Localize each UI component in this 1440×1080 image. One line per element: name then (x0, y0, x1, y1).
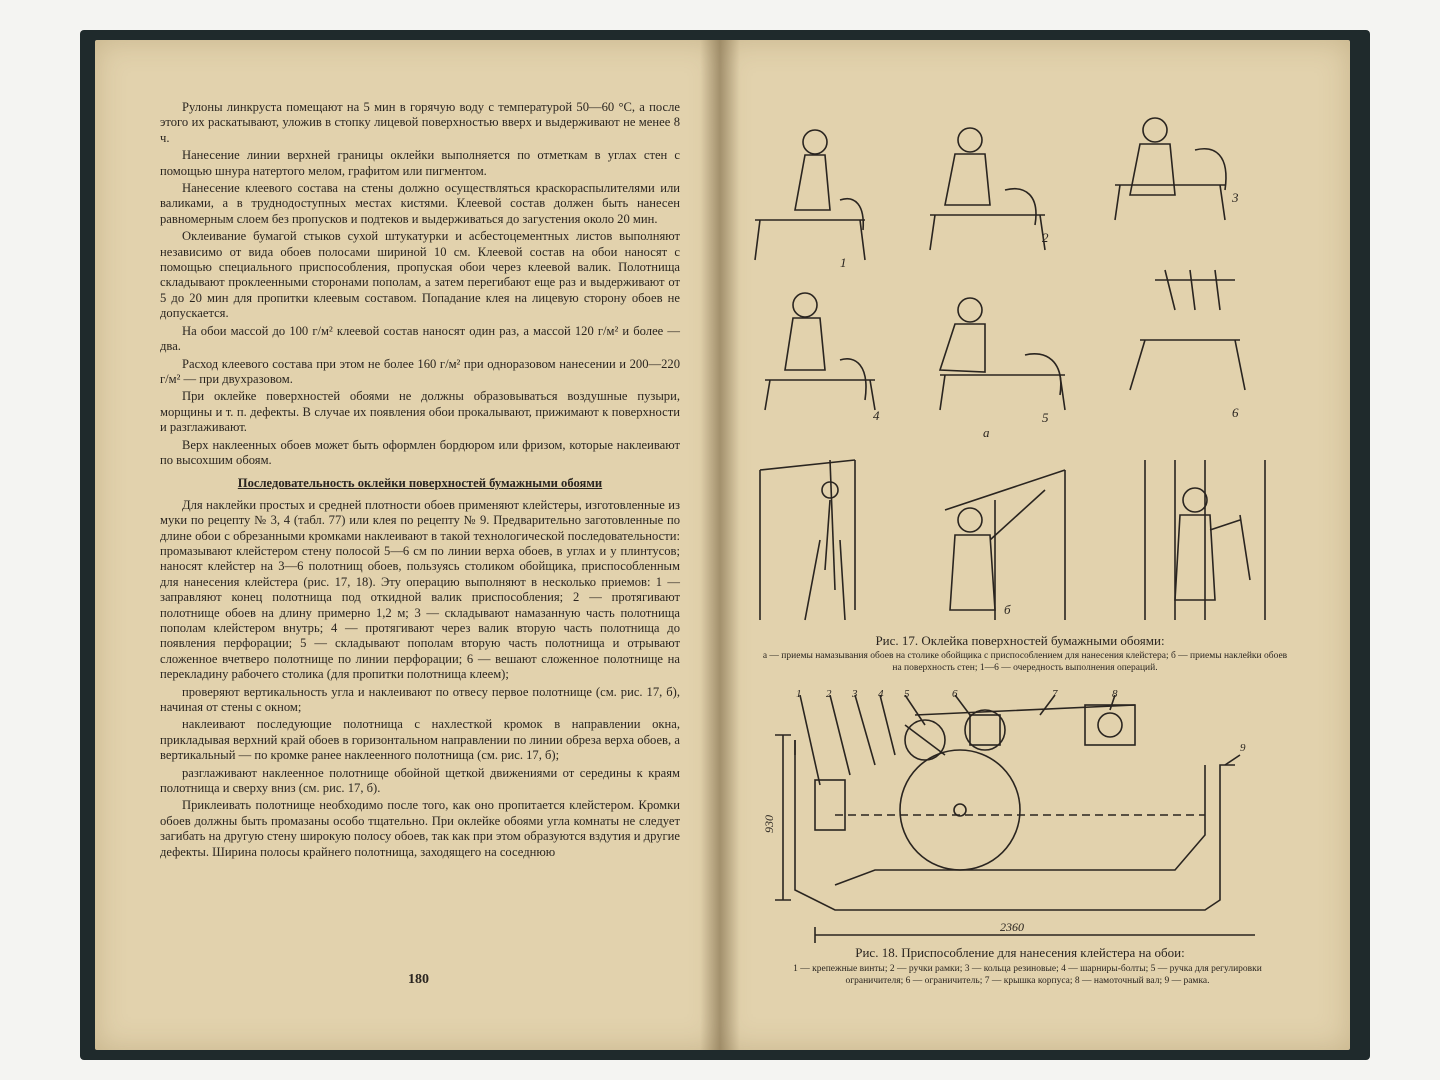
section-heading: Последовательность оклейки поверхностей бумажными обоями (237, 476, 603, 491)
fig18-part-4: 4 (878, 688, 884, 700)
fig18-part-2: 2 (826, 688, 832, 700)
fig18-legend: 1 — крепежные винты; 2 — ручки рамки; 3 — кольца резиновые; 4 — шарниры-болты; 5 — ручка для регулировки ограничителя; 6 — ограничитель; 7 — крышка корпуса; 8 — намоточный вал; 9 — рамка. (793, 964, 1262, 986)
fig18-part-9: 9 (1240, 742, 1246, 754)
paragraph: Оклеивание бумагой стыков сухой штукатурки и асбестоцементных листов выполняют независимо от вида обоев полосами шириной 10 см. Клеевой состав на обои наносят с помощью специального приспособления, пропуская обои через клеевой валик. Полотнища складывают проклеенными сторонами пополам, а затем перегибают еще раз и выдерживают от 5 до 20 мин для пропитки клеевым составом. Попадание клея на лицевую сторону обоев не допускается. (160, 229, 680, 321)
fig18-part-1: 1 (796, 688, 802, 700)
paragraph: Для наклейки простых и средней плотности обоев применяют клейстеры, изготовленные из муки по рецепту № 3, 4 (табл. 77) или клея по рецепту № 9. Предварительно заготовленные по длине обои с обрезанными кромками наклеивают в такой технологической последовательности: промазывают клейстером стену полосой 5—6 см по линии верха обоев, в углах и у плинтусов; наносят клейстер на 3—6 полотнищ обоев, пользуясь столиком обойщика, приспособленным для нанесения клейстера (рис. 17, 18). Эту операцию выполняют в несколько приемов: 1 — заправляют конец полотнища под откидной валик приспособления; 2 — протягивают полотнище обоев на длину примерно 1,2 м; 3 — складывают намазанную часть полотнища пополам клейстером внутрь; 4 — протягивают через валик вторую часть полотнища до появления перфорации; 5 — складывают пополам вторую часть полотнища и отрывают сложенное вчетверо полотнище по линии перфорации; 6 — вешают сложенное полотнище на перекладину рабочего столика (для пропитки полотнища клеем); (160, 497, 680, 682)
fig17-label-a: а (983, 425, 990, 440)
paragraph: Приклеивать полотнище необходимо после того, как оно пропитается клейстером. Кромки обоев должны быть промазаны особо тщательно. При оклейке обоями угла комнаты не следует загибать на другую стену широкую полосу обоев, так как при этом образуются вздутия и другие дефекты. Ширина полосы крайнего полотнища, заходящего на соседнюю (160, 798, 680, 859)
fig18-part-5: 5 (904, 688, 910, 700)
fig18-dim-height: 930 (762, 815, 776, 833)
fig17-label-b: б (1004, 602, 1011, 617)
paragraph: Нанесение клеевого состава на стены должно осуществляться краскораспылителями или валиками, а в труднодоступных местах кистями. Клеевой состав должен быть нанесен равномерным слоем без пропусков и подтеков и выдерживаться до загустения около 20 мин. (160, 181, 680, 226)
paragraph: разглаживают наклеенное полотнище обойной щеткой движениями от середины к краям полотнища и сверху вниз (см. рис. 17, б). (160, 765, 680, 796)
paragraph: Нанесение линии верхней границы оклейки выполняется по отметкам в углах стен с помощью шнура натертого мелом, графитом или пигментом. (160, 148, 680, 178)
paragraph: проверяют вертикальность угла и наклеивают по отвесу первое полотнище (см. рис. 17, б), начиная от стены с окном; (160, 684, 680, 715)
fig18-part-7: 7 (1052, 688, 1058, 700)
paragraph: Верх наклеенных обоев может быть оформлен бордюром или фризом, которые наклеивают по высохшим обоям. (160, 437, 680, 467)
fig18-part-8: 8 (1112, 688, 1118, 700)
fig18-dim-width: 2360 (1000, 920, 1024, 934)
fig17-legend: а — приемы намазывания обоев на столике обойщика с приспособлением для нанесения клейстера; б — приемы наклейки обоев на поверхность стен; 1—6 — очередность выполнения операций. (762, 651, 1288, 673)
fig17-label-1: 1 (840, 255, 847, 270)
paragraph: Расход клеевого состава при этом не более 160 г/м² при одноразовом нанесении и 200—220 г/м² — при двухразовом. (160, 356, 680, 386)
figure-18-device (775, 695, 1255, 945)
fig17-caption: Рис. 17. Оклейка поверхностей бумажными обоями: (875, 633, 1165, 648)
fig17-label-5: 5 (1042, 410, 1049, 425)
fig17-label-3: 3 (1232, 190, 1239, 205)
paragraph: При оклейке поверхностей обоями не должны образовываться воздушные пузыри, морщины и т. п. дефекты. В случае их появления обои прокалывают, прижимают к поверхности и разглаживают. (160, 389, 680, 435)
paragraph: наклеивают последующие полотнища с нахлесткой кромок в направлении окна, прикладывая верхний край обоев в горизонтальном направлении по линии обреза верха обоев, а вертикальный — по кромке ранее наклеенного полотнища (см. рис. 17, б); (160, 717, 680, 763)
fig17-label-2: 2 (1042, 230, 1049, 245)
fig18-part-6: 6 (952, 688, 958, 700)
page-number: 180 (408, 972, 429, 987)
fig18-caption: Рис. 18. Приспособление для нанесения клейстера на обои: (855, 945, 1185, 960)
paragraph: На обои массой до 100 г/м² клеевой состав наносят один раз, а массой 120 г/м² и более — два. (160, 323, 680, 354)
book-gutter (700, 40, 740, 1050)
fig17-label-4: 4 (873, 408, 880, 423)
figure-17-illustration (745, 110, 1285, 630)
left-text-column (160, 100, 680, 862)
fig17-label-6: 6 (1232, 405, 1239, 420)
paragraph: Рулоны линкруста помещают на 5 мин в горячую воду с температурой 50—60 °С, а после этого их раскатывают, уложив в стопку лицевой поверхностью вверх и выдерживают не менее 8 ч. (160, 100, 680, 145)
fig18-part-3: 3 (852, 688, 858, 700)
